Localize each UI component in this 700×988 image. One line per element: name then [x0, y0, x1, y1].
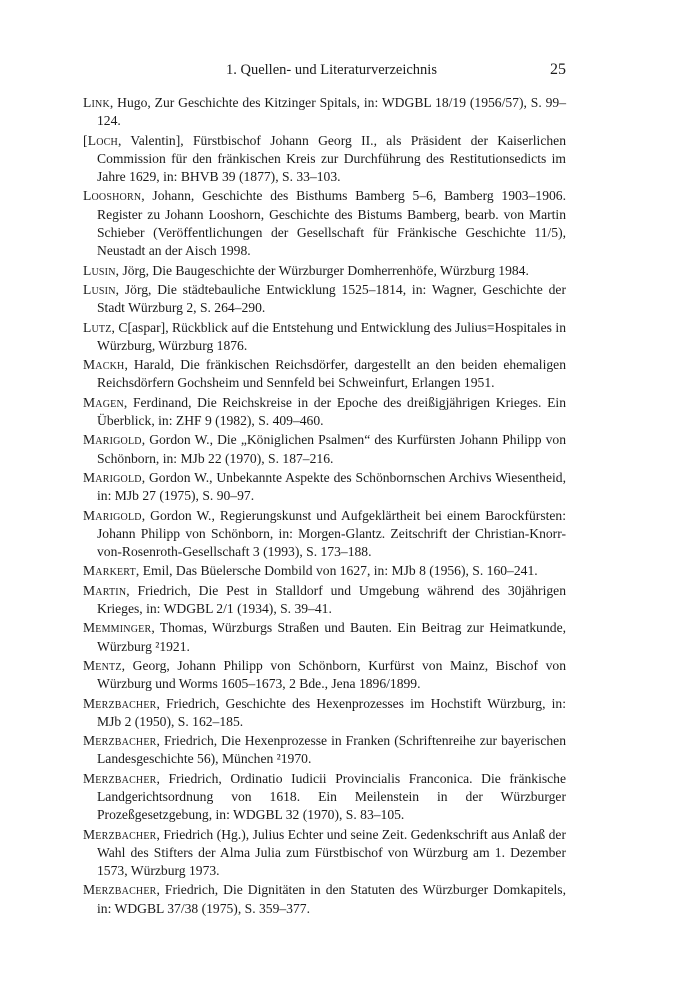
- bibliography-entry: [83, 881, 566, 918]
- bibliography-entry: [83, 319, 566, 356]
- entry-text: , Harald, Die fränkischen Reichsdörfer, dargestellt an den beiden ehemaligen Reichsdörfern Gochsheim und Sennfeld bei Schweinfurt, Erlangen 1951.: [97, 357, 566, 391]
- page-header: [83, 58, 566, 82]
- entry-author: Link: [83, 95, 110, 110]
- bibliography-entry: [83, 507, 566, 562]
- bibliography-entry: [83, 657, 566, 694]
- entry-text: , Friedrich, Die Hexenprozesse in Franken (Schriftenreihe zur bayerischen Landesgeschichte 56), München ²1970.: [97, 733, 566, 767]
- entry-author: Mentz: [83, 657, 122, 673]
- bibliography-entry: [83, 431, 566, 468]
- entry-author: Marigold: [83, 469, 142, 485]
- entry-text: , Jörg, Die Baugeschichte der Würzburger Domherrenhöfe, Würzburg 1984.: [115, 262, 529, 278]
- page-number: 25: [550, 61, 566, 78]
- bibliography-entry: [83, 132, 566, 187]
- bibliography-entry: [83, 262, 566, 280]
- entry-author: Memminger: [83, 620, 152, 636]
- entry-author: Merzbacher: [83, 826, 157, 842]
- entry-text: , Friedrich (Hg.), Julius Echter und seine Zeit. Gedenkschrift aus Anlaß der Wahl des Stifters der Alma Julia zum Fürstbischof von Würzburg am 1. Dezember 1573, Würzburg 1973.: [97, 826, 566, 879]
- entry-text: , Gordon W., Unbekannte Aspekte des Schönbornschen Archivs Wiesentheid, in: MJb 27 (1975), S. 90–97.: [97, 469, 566, 504]
- entry-author: Merzbacher: [83, 695, 157, 711]
- entry-author: Merzbacher: [83, 733, 157, 749]
- entry-text: , Friedrich, Ordinatio Iudicii Provincialis Franconica. Die fränkische Landgerichtsordnung von 1618. Ein Meilenstein in der Würzburger Prozeßgesetzgebung, in: WDGBL 32 (1970), S. 83–105.: [97, 770, 566, 823]
- entry-text: , Gordon W., Die „Königlichen Psalmen“ des Kurfürsten Johann Philipp von Schönborn, in: MJb 22 (1970), S. 187–216.: [97, 432, 566, 466]
- entry-text: , Friedrich, Die Pest in Stalldorf und Umgebung während des 30jährigen Krieges, in: WDGBL 2/1 (1934), S. 39–41.: [97, 582, 566, 617]
- bibliography-entry: [83, 562, 566, 580]
- entry-text: , Ferdinand, Die Reichskreise in der Epoche des dreißigjährigen Krieges. Ein Überblick, in: ZHF 9 (1982), S. 409–460.: [97, 394, 566, 429]
- bibliography-entry: [83, 732, 566, 769]
- running-head: 1. Quellen- und Literaturverzeichnis: [226, 62, 437, 78]
- entry-text: , Friedrich, Die Dignitäten in den Statuten des Würzburger Domkapitels, in: WDGBL 37/38 (1975), S. 359–377.: [97, 882, 566, 916]
- bibliography-entry: [83, 826, 566, 881]
- entry-text: , Friedrich, Geschichte des Hexenprozesses im Hochstift Würzburg, in: MJb 2 (1950), S. 162–185.: [97, 695, 566, 729]
- entry-text: , Thomas, Würzburgs Straßen und Bauten. Ein Beitrag zur Heimatkunde, Würzburg ²1921.: [97, 620, 566, 654]
- entry-text: , Emil, Das Büelersche Dombild von 1627, in: MJb 8 (1956), S. 160–241.: [135, 563, 538, 579]
- bibliography-entry: [83, 356, 566, 393]
- entry-text: , Hugo, Zur Geschichte des Kitzinger Spitals, in: WDGBL 18/19 (1956/57), S. 99–124.: [97, 95, 566, 129]
- entry-author: Marigold: [83, 432, 142, 448]
- bibliography-entry: [83, 281, 566, 318]
- entry-author: Martin: [83, 582, 127, 598]
- bibliography-entry: [83, 187, 566, 260]
- entry-author: Mackh: [83, 357, 125, 373]
- bibliography-entry: [83, 94, 566, 131]
- entry-author: Marigold: [83, 507, 142, 523]
- entry-author: Merzbacher: [83, 770, 157, 786]
- bibliography-entry: [83, 619, 566, 656]
- entry-author: [Loch: [83, 132, 118, 148]
- entry-text: , C[aspar], Rückblick auf die Entstehung und Entwicklung des Julius=Hospitales in Würzburg, Würzburg 1876.: [97, 319, 566, 353]
- entry-text: , Georg, Johann Philipp von Schönborn, Kurfürst von Mainz, Bischof von Würzburg und Worms 1605–1673, 2 Bde., Jena 1896/1899.: [97, 657, 566, 692]
- entry-author: Merzbacher: [83, 882, 157, 898]
- bibliography-entry: [83, 469, 566, 506]
- entry-author: Lusin: [83, 262, 116, 278]
- entry-author: Magen: [83, 394, 124, 410]
- bibliography-entry: [83, 695, 566, 732]
- bibliography-entry: [83, 394, 566, 431]
- entry-author: Lutz: [83, 319, 112, 335]
- entry-author: Looshorn: [83, 188, 142, 204]
- entry-author: Lusin: [83, 281, 116, 297]
- entry-text: , Gordon W., Regierungskunst und Aufgeklärtheit bei einem Barockfürsten: Johann Philipp von Schönborn, in: Morgen-Glantz. Zeitschrift der Christian-Knorr-von-Rosenroth-Gesellschaft 3 (1993), S. 173–188.: [97, 507, 566, 560]
- entry-text: , Johann, Geschichte des Bisthums Bamberg 5–6, Bamberg 1903–1906. Register zu Johann Looshorn, Geschichte des Bistums Bamberg, bearb. von Martin Schieber (Veröffentlichungen der Gesellschaft für Fränkische Geschichte 11/5), Neustadt an der Aisch 1998.: [97, 188, 566, 259]
- bibliography-entry: [83, 770, 566, 825]
- bibliography-list: [83, 94, 566, 919]
- entry-text: , Jörg, Die städtebauliche Entwicklung 1525–1814, in: Wagner, Geschichte der Stadt Würzburg 2, S. 264–290.: [97, 281, 566, 316]
- entry-author: Markert: [83, 563, 136, 579]
- entry-text: , Valentin], Fürstbischof Johann Georg II., als Präsident der Kaiserlichen Commission für den fränkischen Kreis zur Durchführung des Restitutionsedicts im Jahre 1629, in: BHVB 39 (1877), S. 33–103.: [97, 132, 566, 185]
- bibliography-entry: [83, 582, 566, 619]
